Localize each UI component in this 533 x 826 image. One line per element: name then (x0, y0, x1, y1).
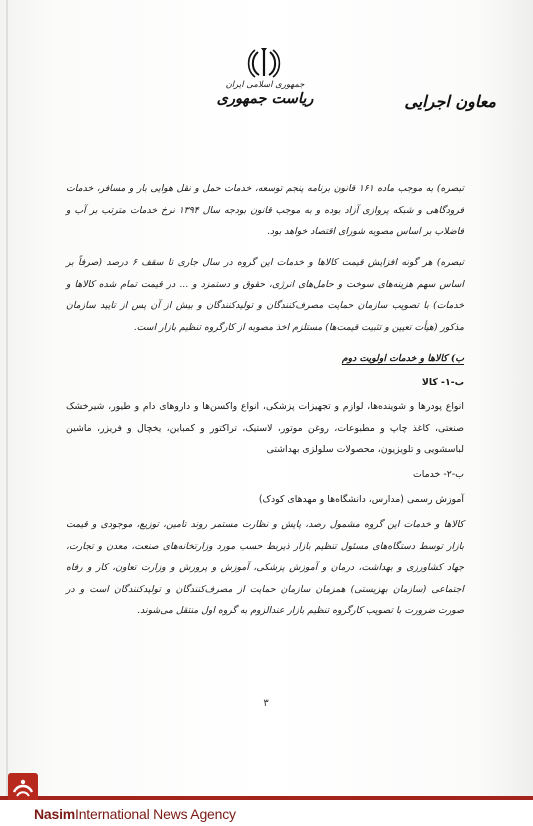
b2-title: ب-۲- خدمات (412, 469, 464, 480)
presidency-title: ریاست جمهوری (216, 90, 314, 107)
brand-rest: International News Agency (75, 806, 236, 822)
section-b-heading (66, 348, 464, 370)
b1-goods-list (66, 396, 464, 461)
page-fold-shadow (6, 0, 8, 800)
b1-heading (66, 372, 464, 394)
section-b-title: ب) کالاها و خدمات اولویت دوم (341, 353, 464, 364)
note-2 (66, 252, 464, 338)
page-number: ۳ (263, 698, 269, 709)
b2-heading (66, 464, 464, 486)
nasim-logo-icon (8, 773, 38, 803)
closing-text: کالاها و خدمات این گروه مشمول رصد، پایش و نظارت مستمر روند تامین، توزیع، موجودی و قیمت بازار توسط دستگاه‌های مسئول تنظیم بازار ذیربط حسب مورد وزارتخانه‌های صنعت، معدن و تجارت، جهاد کشاورزی و بهداشت، درمان و آموزش پزشکی، آموزش و پرورش و وزارت تعاون، کار و رفاه اجتماعی (سازمان بهزیستی) همزمان سازمان حمایت از مصرف‌کنندگان و تولیدکنندگان است و در صورت ضرورت با تصویب کارگروه تنظیم بازار عندالزوم به گروه اول منتقل می‌شوند. (66, 519, 464, 616)
brand-bold: Nasim (34, 806, 76, 822)
agency-brand (34, 806, 236, 822)
closing-paragraph (66, 514, 464, 622)
note-1 (66, 178, 464, 243)
note-2-text: تبصره) هر گونه افزایش قیمت کالاها و خدمات این گروه در سال جاری تا سقف ۶ درصد (صرفاً بر اساس سهم هزینه‌های سوخت و حامل‌های انرژی، حقوق و دستمزد و ... در قیمت تمام شده کالاها و خدمات) با تصویب سازمان حمایت مصرف‌کنندگان و تولیدکنندگان و بیش از آن پس از تایید سازمان مذکور (هیأت تعیین و تثبیت قیمت‌ها) مستلزم اخذ مصوبه از کارگروه تنظیم بازار است. (66, 257, 464, 333)
b1-text: انواع پودرها و شوینده‌ها، لوازم و تجهیزات پزشکی، انواع واکسن‌ها و داروهای دام و طیور، شیرخشک صنعتی، کاغذ چاپ و مطبوعات، روغن موتور، لاستیک، تراکتور و کمباین، یخچال و فریزر، ماشین لباسشویی و تلویزیون، محصولات سلولزی بهداشتی (66, 401, 464, 455)
iran-emblem-icon (244, 46, 284, 80)
b1-title: ب-۱- کالا (421, 377, 464, 388)
letterhead (0, 40, 533, 120)
note-1-text: تبصره) به موجب ماده ۱۶۱ قانون برنامه پنجم توسعه، خدمات حمل و نقل هوایی بار و مسافر، خدمات فرودگاهی و شبکه پروازی آزاد بوده و به موجب قانون بودجه سال ۱۳۹۴ نرخ خدمات مترتب بر آب و فاضلاب بر اساس مصوبه شورای اقتصاد خواهد بود. (66, 183, 464, 237)
footer (0, 800, 533, 826)
b2-text: آموزش رسمی (مدارس، دانشگاه‌ها و مهدهای کودک) (258, 494, 464, 505)
executive-deputy-title: معاون اجرایی (404, 92, 496, 111)
b2-services-list (66, 489, 464, 511)
republic-title: جمهوری اسلامی ایران (225, 80, 305, 90)
